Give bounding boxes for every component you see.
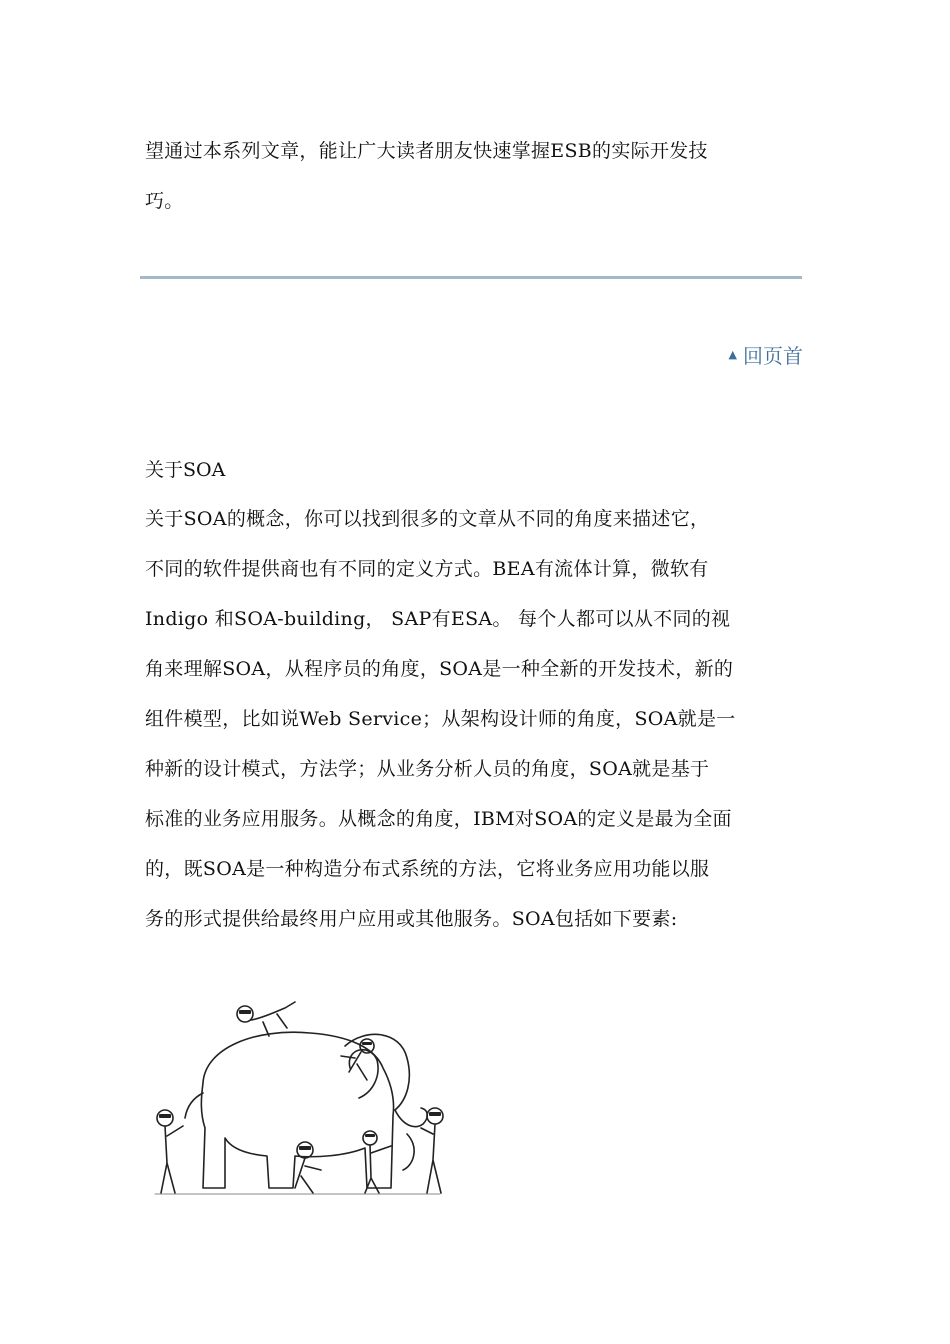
body-line: 标准的业务应用服务。从概念的角度，IBM对SOA的定义是最为全面	[145, 808, 732, 830]
section-body	[145, 494, 805, 944]
body-line: 不同的软件提供商也有不同的定义方式。BEA有流体计算，微软有	[145, 558, 709, 580]
intro-paragraph	[145, 126, 805, 226]
body-line: 角来理解SOA，从程序员的角度，SOA是一种全新的开发技术，新的	[145, 658, 734, 680]
blind-men-elephant-illustration	[145, 988, 445, 1203]
body-line: Indigo 和SOA-building， SAP有ESA。 每个人都可以从不同的视	[145, 608, 731, 630]
section-divider	[140, 276, 802, 279]
intro-line: 望通过本系列文章，能让广大读者朋友快速掌握ESB的实际开发技	[145, 140, 708, 162]
section-title: 关于SOA	[145, 459, 226, 481]
body-line: 关于SOA的概念，你可以找到很多的文章从不同的角度来描述它，	[145, 508, 710, 530]
body-line: 组件模型，比如说Web Service；从架构设计师的角度，SOA就是一	[145, 708, 736, 730]
body-line: 务的形式提供给最终用户应用或其他服务。SOA包括如下要素:	[145, 908, 678, 930]
body-line: 种新的设计模式，方法学；从业务分析人员的角度，SOA就是基于	[145, 758, 710, 780]
intro-line: 巧。	[145, 190, 184, 212]
arrow-up-icon: ▲	[728, 348, 737, 361]
back-to-top-label: 回页首	[743, 344, 803, 368]
back-to-top-link[interactable]	[729, 340, 803, 369]
body-line: 的，既SOA是一种构造分布式系统的方法，它将业务应用功能以服	[145, 858, 710, 880]
